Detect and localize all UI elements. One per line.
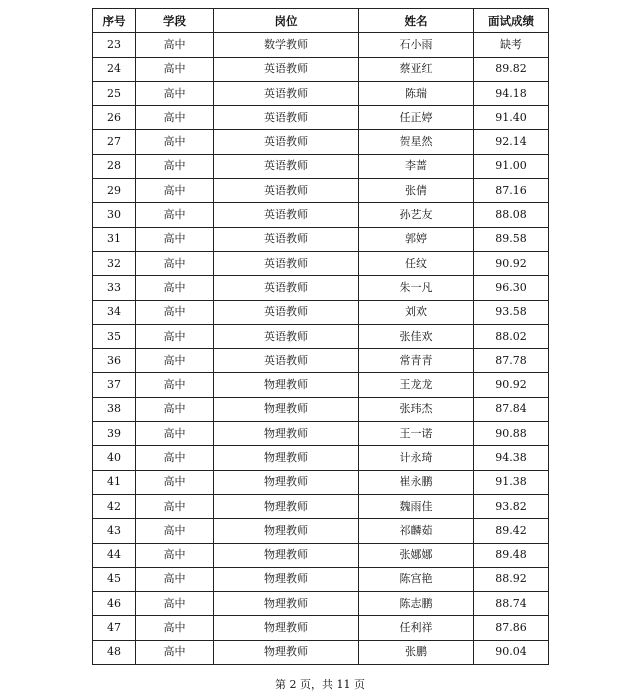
cell-score: 93.82 bbox=[474, 494, 549, 518]
cell-stage: 高中 bbox=[136, 446, 214, 470]
table-row bbox=[93, 276, 549, 300]
cell-score: 90.88 bbox=[474, 422, 549, 446]
score-table bbox=[92, 8, 549, 665]
table-row bbox=[93, 130, 549, 154]
cell-position: 英语教师 bbox=[214, 81, 359, 105]
cell-score: 87.86 bbox=[474, 616, 549, 640]
cell-score: 90.92 bbox=[474, 251, 549, 275]
cell-name: 王一诺 bbox=[359, 422, 474, 446]
cell-position: 英语教师 bbox=[214, 106, 359, 130]
cell-score: 92.14 bbox=[474, 130, 549, 154]
cell-position: 物理教师 bbox=[214, 543, 359, 567]
cell-position: 英语教师 bbox=[214, 130, 359, 154]
cell-stage: 高中 bbox=[136, 300, 214, 324]
cell-name: 张玮杰 bbox=[359, 397, 474, 421]
header-score: 面试成绩 bbox=[474, 9, 549, 33]
cell-position: 英语教师 bbox=[214, 154, 359, 178]
cell-name: 祁麟茹 bbox=[359, 519, 474, 543]
cell-stage: 高中 bbox=[136, 592, 214, 616]
cell-name: 张鹏 bbox=[359, 640, 474, 664]
cell-score: 96.30 bbox=[474, 276, 549, 300]
cell-position: 物理教师 bbox=[214, 470, 359, 494]
cell-stage: 高中 bbox=[136, 106, 214, 130]
cell-score: 88.02 bbox=[474, 324, 549, 348]
table-row bbox=[93, 251, 549, 275]
cell-stage: 高中 bbox=[136, 397, 214, 421]
cell-score: 87.16 bbox=[474, 179, 549, 203]
cell-seq: 30 bbox=[93, 203, 136, 227]
cell-seq: 23 bbox=[93, 33, 136, 57]
cell-position: 英语教师 bbox=[214, 300, 359, 324]
table-header-row bbox=[93, 9, 549, 33]
header-stage: 学段 bbox=[136, 9, 214, 33]
table-row bbox=[93, 33, 549, 57]
cell-name: 郭婷 bbox=[359, 227, 474, 251]
cell-stage: 高中 bbox=[136, 470, 214, 494]
cell-name: 刘欢 bbox=[359, 300, 474, 324]
cell-score: 88.08 bbox=[474, 203, 549, 227]
cell-score: 90.04 bbox=[474, 640, 549, 664]
cell-seq: 38 bbox=[93, 397, 136, 421]
cell-name: 陈宫艳 bbox=[359, 567, 474, 591]
cell-score: 89.42 bbox=[474, 519, 549, 543]
cell-stage: 高中 bbox=[136, 81, 214, 105]
cell-seq: 40 bbox=[93, 446, 136, 470]
table-row bbox=[93, 640, 549, 664]
cell-name: 张娜娜 bbox=[359, 543, 474, 567]
cell-position: 物理教师 bbox=[214, 616, 359, 640]
cell-name: 常青青 bbox=[359, 349, 474, 373]
cell-stage: 高中 bbox=[136, 494, 214, 518]
cell-score: 87.84 bbox=[474, 397, 549, 421]
cell-seq: 34 bbox=[93, 300, 136, 324]
table-row bbox=[93, 300, 549, 324]
cell-stage: 高中 bbox=[136, 276, 214, 300]
cell-seq: 41 bbox=[93, 470, 136, 494]
cell-score: 91.00 bbox=[474, 154, 549, 178]
cell-position: 物理教师 bbox=[214, 373, 359, 397]
table-row bbox=[93, 470, 549, 494]
cell-seq: 25 bbox=[93, 81, 136, 105]
cell-name: 张佳欢 bbox=[359, 324, 474, 348]
cell-stage: 高中 bbox=[136, 616, 214, 640]
cell-score: 91.38 bbox=[474, 470, 549, 494]
cell-stage: 高中 bbox=[136, 130, 214, 154]
cell-position: 英语教师 bbox=[214, 324, 359, 348]
cell-position: 物理教师 bbox=[214, 519, 359, 543]
cell-score: 88.92 bbox=[474, 567, 549, 591]
cell-score: 89.82 bbox=[474, 57, 549, 81]
page-footer: 第 2 页，共 11 页 bbox=[275, 678, 365, 691]
cell-seq: 37 bbox=[93, 373, 136, 397]
cell-stage: 高中 bbox=[136, 251, 214, 275]
cell-name: 任利祥 bbox=[359, 616, 474, 640]
cell-position: 物理教师 bbox=[214, 640, 359, 664]
cell-score: 93.58 bbox=[474, 300, 549, 324]
cell-name: 石小雨 bbox=[359, 33, 474, 57]
cell-score: 89.48 bbox=[474, 543, 549, 567]
cell-position: 英语教师 bbox=[214, 203, 359, 227]
cell-name: 张倩 bbox=[359, 179, 474, 203]
cell-seq: 46 bbox=[93, 592, 136, 616]
cell-seq: 47 bbox=[93, 616, 136, 640]
table-row bbox=[93, 179, 549, 203]
table-row bbox=[93, 349, 549, 373]
cell-score: 94.38 bbox=[474, 446, 549, 470]
cell-position: 数学教师 bbox=[214, 33, 359, 57]
cell-position: 英语教师 bbox=[214, 251, 359, 275]
cell-position: 英语教师 bbox=[214, 179, 359, 203]
cell-seq: 31 bbox=[93, 227, 136, 251]
table-row bbox=[93, 203, 549, 227]
table-row bbox=[93, 81, 549, 105]
cell-name: 王龙龙 bbox=[359, 373, 474, 397]
cell-name: 陈志鹏 bbox=[359, 592, 474, 616]
cell-stage: 高中 bbox=[136, 519, 214, 543]
cell-position: 英语教师 bbox=[214, 349, 359, 373]
table-row bbox=[93, 543, 549, 567]
cell-seq: 45 bbox=[93, 567, 136, 591]
cell-name: 李蔷 bbox=[359, 154, 474, 178]
table-row bbox=[93, 592, 549, 616]
cell-score: 缺考 bbox=[474, 33, 549, 57]
cell-seq: 28 bbox=[93, 154, 136, 178]
cell-seq: 44 bbox=[93, 543, 136, 567]
header-seq: 序号 bbox=[93, 9, 136, 33]
cell-stage: 高中 bbox=[136, 422, 214, 446]
cell-name: 朱一凡 bbox=[359, 276, 474, 300]
table-row bbox=[93, 422, 549, 446]
cell-stage: 高中 bbox=[136, 567, 214, 591]
cell-name: 计永琦 bbox=[359, 446, 474, 470]
cell-score: 91.40 bbox=[474, 106, 549, 130]
cell-position: 英语教师 bbox=[214, 57, 359, 81]
cell-name: 任纹 bbox=[359, 251, 474, 275]
header-position: 岗位 bbox=[214, 9, 359, 33]
cell-stage: 高中 bbox=[136, 640, 214, 664]
cell-seq: 33 bbox=[93, 276, 136, 300]
cell-seq: 48 bbox=[93, 640, 136, 664]
cell-position: 物理教师 bbox=[214, 494, 359, 518]
cell-seq: 35 bbox=[93, 324, 136, 348]
cell-position: 英语教师 bbox=[214, 227, 359, 251]
cell-stage: 高中 bbox=[136, 179, 214, 203]
cell-position: 物理教师 bbox=[214, 446, 359, 470]
table-row bbox=[93, 227, 549, 251]
table-row bbox=[93, 397, 549, 421]
cell-name: 任正婷 bbox=[359, 106, 474, 130]
table-row bbox=[93, 616, 549, 640]
cell-name: 崔永鹏 bbox=[359, 470, 474, 494]
cell-name: 蔡亚红 bbox=[359, 57, 474, 81]
table-row bbox=[93, 494, 549, 518]
cell-stage: 高中 bbox=[136, 33, 214, 57]
cell-position: 英语教师 bbox=[214, 276, 359, 300]
cell-stage: 高中 bbox=[136, 154, 214, 178]
cell-score: 94.18 bbox=[474, 81, 549, 105]
header-name: 姓名 bbox=[359, 9, 474, 33]
table-row bbox=[93, 567, 549, 591]
cell-position: 物理教师 bbox=[214, 592, 359, 616]
cell-stage: 高中 bbox=[136, 324, 214, 348]
cell-seq: 39 bbox=[93, 422, 136, 446]
cell-seq: 42 bbox=[93, 494, 136, 518]
cell-seq: 27 bbox=[93, 130, 136, 154]
table-row bbox=[93, 154, 549, 178]
cell-stage: 高中 bbox=[136, 543, 214, 567]
cell-position: 物理教师 bbox=[214, 397, 359, 421]
cell-position: 物理教师 bbox=[214, 422, 359, 446]
table-row bbox=[93, 519, 549, 543]
cell-seq: 36 bbox=[93, 349, 136, 373]
cell-stage: 高中 bbox=[136, 203, 214, 227]
cell-seq: 43 bbox=[93, 519, 136, 543]
cell-position: 物理教师 bbox=[214, 567, 359, 591]
table-row bbox=[93, 373, 549, 397]
table-row bbox=[93, 324, 549, 348]
cell-score: 88.74 bbox=[474, 592, 549, 616]
cell-stage: 高中 bbox=[136, 373, 214, 397]
table-row bbox=[93, 446, 549, 470]
cell-seq: 26 bbox=[93, 106, 136, 130]
cell-stage: 高中 bbox=[136, 349, 214, 373]
cell-name: 孙艺友 bbox=[359, 203, 474, 227]
table-row bbox=[93, 106, 549, 130]
cell-name: 魏雨佳 bbox=[359, 494, 474, 518]
cell-stage: 高中 bbox=[136, 227, 214, 251]
cell-name: 贺星然 bbox=[359, 130, 474, 154]
cell-seq: 24 bbox=[93, 57, 136, 81]
cell-seq: 32 bbox=[93, 251, 136, 275]
cell-stage: 高中 bbox=[136, 57, 214, 81]
cell-name: 陈瑞 bbox=[359, 81, 474, 105]
cell-score: 89.58 bbox=[474, 227, 549, 251]
cell-score: 90.92 bbox=[474, 373, 549, 397]
cell-score: 87.78 bbox=[474, 349, 549, 373]
cell-seq: 29 bbox=[93, 179, 136, 203]
table-row bbox=[93, 57, 549, 81]
